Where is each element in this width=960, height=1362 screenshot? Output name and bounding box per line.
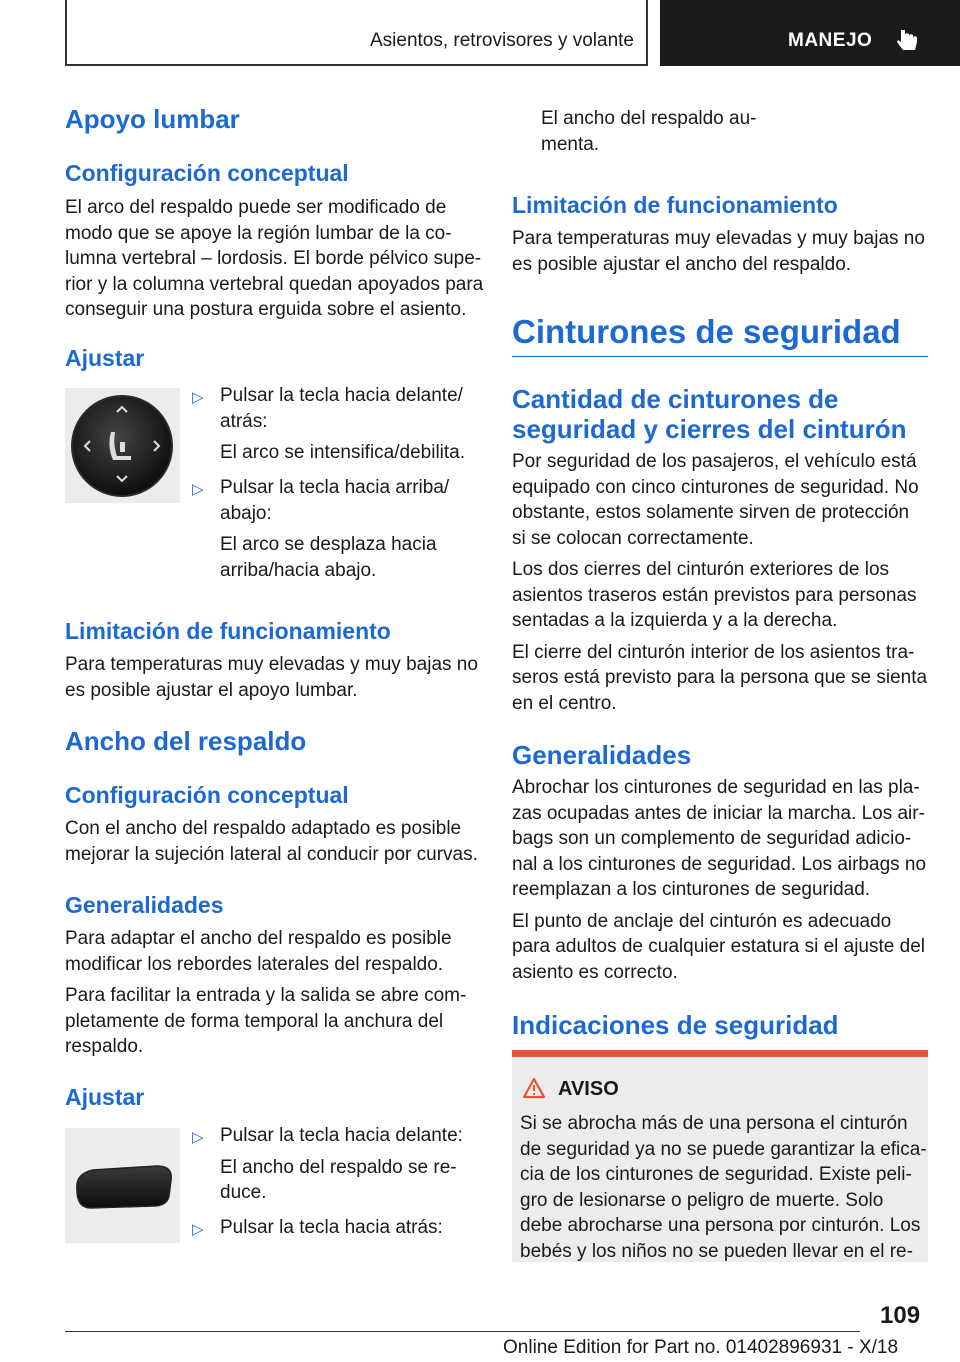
text-line: bags son un complemento de seguridad adicio‐ [512,828,912,849]
text-line: zas ocupadas antes de iniciar la marcha. Los air‐ [512,802,925,824]
text-line: gro de lesionarse o peligro de muerte. Solo [520,1189,884,1211]
text-line: El ancho del respaldo se re‐ [220,1156,457,1178]
heading-configuracion-1: Configuración conceptual [65,160,349,186]
text-line: pletamente de forma temporal la anchura del [65,1010,444,1032]
text-line: duce. [220,1182,267,1203]
steering-hand-icon [895,26,921,52]
text-line: seros está previsto para la persona que se sienta [512,667,928,688]
text-line: asiento es correcto. [512,961,678,983]
footer-edition: Online Edition for Part no. 01402896931 - X/18 [503,1337,899,1358]
text-line: Pulsar la tecla hacia arriba/ [220,477,450,498]
text-line: debe abrocharse una persona por cinturón. Los [520,1215,921,1236]
width-switch-image [65,1128,180,1243]
warning-triangle-icon [522,1077,546,1099]
text-line: Para facilitar la entrada y la salida se abre com‐ [65,985,467,1006]
header-section-tab [65,0,648,66]
heading-cantidad [512,384,906,444]
text-line: es posible ajustar el ancho del respaldo. [512,253,852,275]
text-line: modo que se apoye la región lumbar de la co‐ [65,222,452,244]
warning-text [520,1111,927,1264]
heading-generalidades-1: Generalidades [65,892,224,918]
paragraph-limit-1 [65,652,478,703]
heading-generalidades-2: Generalidades [512,740,692,770]
text-line: Pulsar la tecla hacia atrás: [220,1217,443,1238]
heading-limitacion-1: Limitación de funcionamiento [65,618,391,644]
list-item-ajustar-2b [220,1215,443,1241]
paragraph-cantidad [512,449,927,716]
heading-cinturones: Cinturones de seguridad [512,313,901,350]
paragraph-limit-2 [512,226,925,277]
text-line: si se colocan correctamente. [512,527,754,549]
text-line: cia de los cinturones de seguridad. Existe peli‐ [520,1164,912,1185]
text-line: Cantidad de cinturones de [512,384,839,414]
text-line: equipado con cinco cinturones de seguridad. No [512,476,919,498]
bullet-triangle-icon: ▷ [192,1221,204,1238]
text-line: seguridad y cierres del cinturón [512,414,907,444]
text-line: arriba/hacia abajo. [220,559,377,581]
lumbar-switch-icon [65,388,180,503]
text-line: Para temperaturas muy elevadas y muy bajas no [65,654,478,675]
text-line: Para temperaturas muy elevadas y muy bajas no [512,228,925,249]
text-line: Pulsar la tecla hacia delante: [220,1125,463,1146]
text-line: modificar los rebordes laterales del respaldo. [65,953,444,975]
text-line: Pulsar la tecla hacia delante/ [220,385,463,406]
text-line: nal a los cinturones de seguridad. Los airbags no [512,853,927,875]
bullet-triangle-icon: ▷ [192,1129,204,1146]
text-line: Los dos cierres del cinturón exteriores de los [512,559,890,580]
text-line: Abrochar los cinturones de seguridad en las pla‐ [512,777,920,798]
paragraph-general-1 [65,926,466,1060]
text-line: conseguir una postura erguida sobre el asiento. [65,299,467,320]
text-line: respaldo. [65,1036,144,1057]
text-line: de seguridad ya no se puede garantizar la efica‐ [520,1138,927,1160]
page-number: 109 [880,1302,921,1329]
text-line: menta. [541,133,600,155]
list-item-ajustar-1b [220,475,449,583]
text-line: El ancho del respaldo au‐ [541,108,757,129]
text-line: El arco se desplaza hacia [220,534,437,555]
list-item-ajustar-2a [220,1123,463,1206]
bullet-triangle-icon: ▷ [192,389,204,406]
text-line: bebés y los niños no se pueden llevar en el re‐ [520,1240,913,1262]
paragraph-continuation [541,106,756,157]
text-line: en el centro. [512,692,617,714]
header-section-title: Asientos, retrovisores y volante [369,30,634,51]
text-line: Por seguridad de los pasajeros, el vehículo está [512,451,917,472]
warning-title: AVISO [558,1078,619,1100]
heading-configuracion-2: Configuración conceptual [65,782,349,808]
text-line: El arco se intensifica/debilita. [220,442,466,463]
footer-divider [65,1331,860,1332]
heading-ancho-respaldo: Ancho del respaldo [65,726,307,756]
header-chapter-tab [660,0,960,66]
bullet-triangle-icon: ▷ [192,481,204,498]
text-line: rior y la columna vertebral quedan apoyados para [65,273,484,295]
text-line: Para adaptar el ancho del respaldo es posible [65,928,452,949]
list-item-ajustar-1a [220,383,465,466]
lumbar-switch-image [65,388,180,503]
paragraph-concept-2 [65,816,478,867]
text-line: Si se abrocha más de una persona el cinturón [520,1113,908,1134]
paragraph-concept-1 [65,195,483,323]
text-line: Con el ancho del respaldo adaptado es posible [65,818,462,839]
text-line: reemplazan a los cinturones de seguridad. [512,879,871,900]
text-line: obstante, estos solamente sirven de protección [512,502,910,523]
heading-ajustar-2: Ajustar [65,1084,145,1110]
text-line: lumna vertebral – lordosis. El borde pélvico supe‐ [65,248,482,269]
text-line: El punto de anclaje del cinturón es adecuado [512,910,892,932]
text-line: asientos traseros están previstos para personas [512,584,917,606]
heading-apoyo-lumbar: Apoyo lumbar [65,104,240,134]
heading-ajustar-1: Ajustar [65,345,145,371]
heading-limitacion-2: Limitación de funcionamiento [512,192,838,218]
text-line: El cierre del cinturón interior de los asientos tra‐ [512,641,915,663]
heading-indicaciones: Indicaciones de seguridad [512,1010,839,1040]
text-line: abajo: [220,502,272,524]
header-chapter-title: MANEJO [788,30,873,51]
heading-underline [512,356,928,357]
text-line: atrás: [220,410,268,432]
text-line: sentadas a la izquierda y a la derecha. [512,610,838,631]
width-switch-icon [65,1128,180,1243]
text-line: El arco del respaldo puede ser modificado de [65,197,447,218]
text-line: es posible ajustar el apoyo lumbar. [65,679,358,701]
text-line: para adultos de cualquier estatura si el ajuste del [512,936,925,957]
text-line: mejorar la sujeción lateral al conducir por curvas. [65,843,478,865]
paragraph-general-2 [512,775,926,985]
